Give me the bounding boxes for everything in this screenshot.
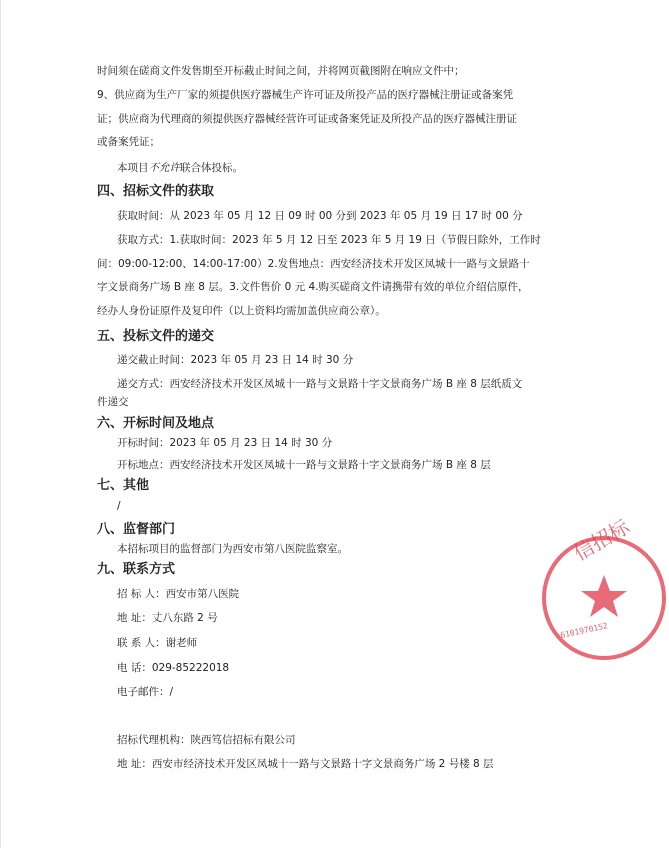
section-heading: 九、联系方式 — [97, 562, 176, 577]
text-line: 字文景商务广场 B 座 8 层。3.文件售价 0 元 4.购买磋商文件请携带有效的单位介绍信原件， — [97, 281, 529, 293]
contact-line: 地 址：丈八东路 2 号 — [117, 612, 218, 624]
section-heading: 六、开标时间及地点 — [97, 416, 215, 431]
company-seal — [539, 514, 669, 663]
text-line: 获取时间：从 2023 年 05 月 12 日 09 时 00 分到 2023 年 05 月 19 日 17 时 00 分 — [117, 210, 523, 222]
text-line: 证；供应商为代理商的须提供医疗器械经营许可证或备案凭证及所投产品的医疗器械注册证 — [97, 113, 517, 125]
section-heading: 四、招标文件的获取 — [97, 184, 215, 199]
text-line: 获取方式：1.获取时间：2023 年 5 月 12 日至 2023 年 5 月 19 日（节假日除外，工作时 — [117, 234, 541, 246]
text-line: 递交截止时间：2023 年 05 月 23 日 14 时 30 分 — [117, 354, 354, 366]
text-line — [117, 158, 551, 179]
contact-line: 联 系 人：谢老师 — [117, 637, 198, 649]
text-line: 间：09:00-12:00、14:00-17:00）2.发售地点：西安经济技术开发区凤城十一路与文景路十 — [97, 258, 530, 270]
text-line: 件递交 — [97, 396, 129, 408]
section-heading: 七、其他 — [97, 478, 150, 493]
seal-star-icon — [581, 575, 627, 617]
agency-line: 地 址：西安市经济技术开发区凤城十一路与文景路十字文景商务广场 2 号楼 8 层 — [117, 758, 494, 770]
text-line: 9、供应商为生产厂家的须提供医疗器械生产许可证及所投产品的医疗器械注册证或备案凭 — [97, 89, 514, 101]
emphasis-text: 不允许 — [148, 162, 180, 174]
text-line: 递交方式：西安经济技术开发区凤城十一路与文景路十字文景商务广场 B 座 8 层纸质文 — [117, 378, 523, 390]
contact-line: 电 话：029-85222018 — [117, 662, 230, 674]
text-line: 开标时间：2023 年 05 月 23 日 14 时 30 分 — [117, 437, 333, 449]
section-heading: 八、监督部门 — [97, 522, 176, 537]
text-fragment: 联合体投标。 — [180, 162, 243, 174]
text-line: 或备案凭证； — [97, 136, 160, 148]
text-line: 时间须在磋商文件发售期至开标截止时间之间，并将网页截图附在响应文件中； — [97, 65, 465, 77]
text-line: 开标地点：西安经济技术开发区凤城十一路与文景路十字文景商务广场 B 座 8 层 — [117, 459, 491, 471]
seal-text: 信招标 — [569, 514, 634, 566]
seal-number: 6101970152 — [559, 621, 609, 640]
contact-line: 电子邮件：/ — [117, 686, 174, 698]
text-line: 经办人身份证原件及复印件（以上资料均需加盖供应商公章）。 — [97, 305, 386, 317]
agency-line: 招标代理机构：陕西笃信招标有限公司 — [117, 734, 296, 746]
text-line: / — [117, 500, 121, 512]
text-line: 本招标项目的监督部门为西安市第八医院监察室。 — [117, 543, 348, 555]
text-fragment: 本项目 — [117, 162, 149, 174]
contact-line: 招 标 人：西安市第八医院 — [117, 588, 240, 600]
section-heading: 五、投标文件的递交 — [97, 329, 215, 344]
